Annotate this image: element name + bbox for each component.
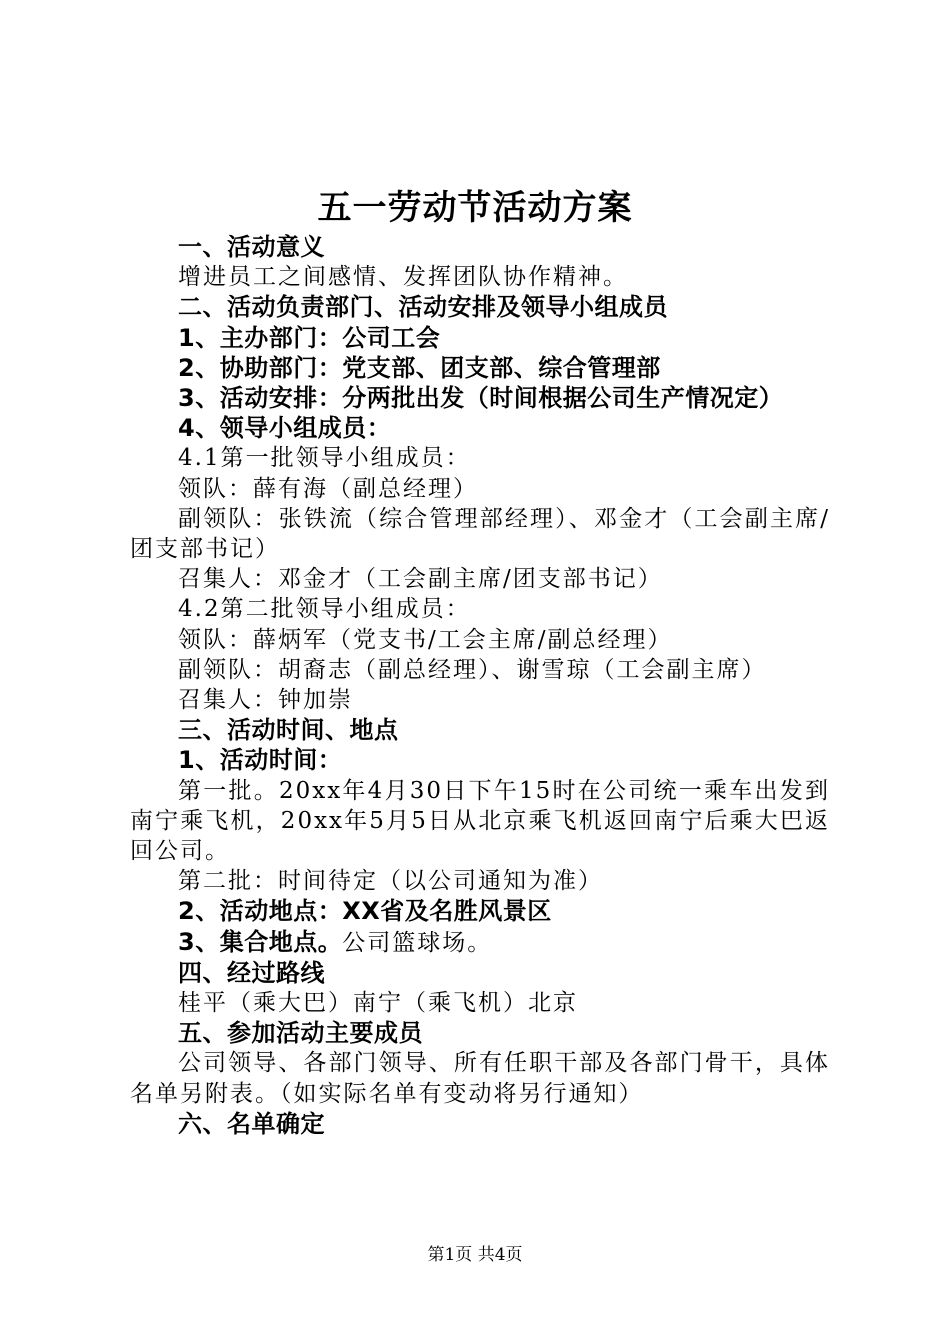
document-body bbox=[130, 232, 830, 1139]
paragraph: 公司领导、各部门领导、所有任职干部及各部门骨干，具体名单另附表。（如实际名单有变动将另行通知） bbox=[130, 1050, 830, 1107]
subsection-heading: 2、活动地点：XX省及名胜风景区 bbox=[178, 897, 552, 926]
section-heading: 六、名单确定 bbox=[178, 1109, 325, 1138]
subsection-heading: 1、主办部门：公司工会 bbox=[178, 323, 441, 352]
paragraph: 领队：薛炳军（党支书/工会主席/副总经理） bbox=[178, 626, 673, 653]
section-heading: 一、活动意义 bbox=[178, 233, 325, 261]
subsection-heading: 3、集合地点。 bbox=[178, 927, 343, 956]
paragraph: 第二批：时间待定（以公司通知为准） bbox=[178, 868, 603, 895]
subsection-heading: 3、活动安排：分两批出发（时间根据公司生产情况定） bbox=[178, 384, 784, 413]
document-title: 五一劳动节活动方案 bbox=[317, 188, 633, 228]
mixed-line bbox=[130, 927, 830, 958]
section-heading: 五、参加活动主要成员 bbox=[178, 1019, 423, 1048]
subsection-heading: 4、领导小组成员： bbox=[178, 414, 392, 443]
section-heading: 三、活动时间、地点 bbox=[178, 716, 399, 745]
paragraph: 副领队：胡裔志（副总经理）、谢雪琼（工会副主席） bbox=[178, 656, 767, 683]
paragraph: 领队：薛有海（副总经理） bbox=[178, 475, 478, 502]
paragraph: 4.2第二批领导小组成员： bbox=[178, 596, 471, 623]
subsection-heading: 1、活动时间： bbox=[178, 746, 343, 775]
paragraph: 召集人：钟加崇 bbox=[178, 687, 353, 714]
page-footer: 第1页 共4页 bbox=[427, 1245, 523, 1265]
paragraph-inline: 公司篮球场。 bbox=[342, 929, 493, 956]
paragraph: 桂平（乘大巴）南宁（乘飞机）北京 bbox=[178, 990, 578, 1017]
section-heading: 四、经过路线 bbox=[178, 958, 325, 987]
subsection-heading: 2、协助部门：党支部、团支部、综合管理部 bbox=[178, 353, 661, 382]
paragraph: 第一批。20xx年4月30日下午15时在公司统一乘车出发到南宁乘飞机，20xx年5月5日从北京乘飞机返回南宁后乘大巴返回公司。 bbox=[130, 777, 830, 865]
section-heading: 二、活动负责部门、活动安排及领导小组成员 bbox=[178, 293, 668, 322]
paragraph: 4.1第一批领导小组成员： bbox=[178, 445, 471, 472]
paragraph: 增进员工之间感情、发挥团队协作精神。 bbox=[178, 264, 628, 291]
paragraph: 副领队：张铁流（综合管理部经理）、邓金才（工会副主席/团支部书记） bbox=[130, 505, 830, 563]
paragraph: 召集人：邓金才（工会副主席/团支部书记） bbox=[178, 566, 663, 593]
